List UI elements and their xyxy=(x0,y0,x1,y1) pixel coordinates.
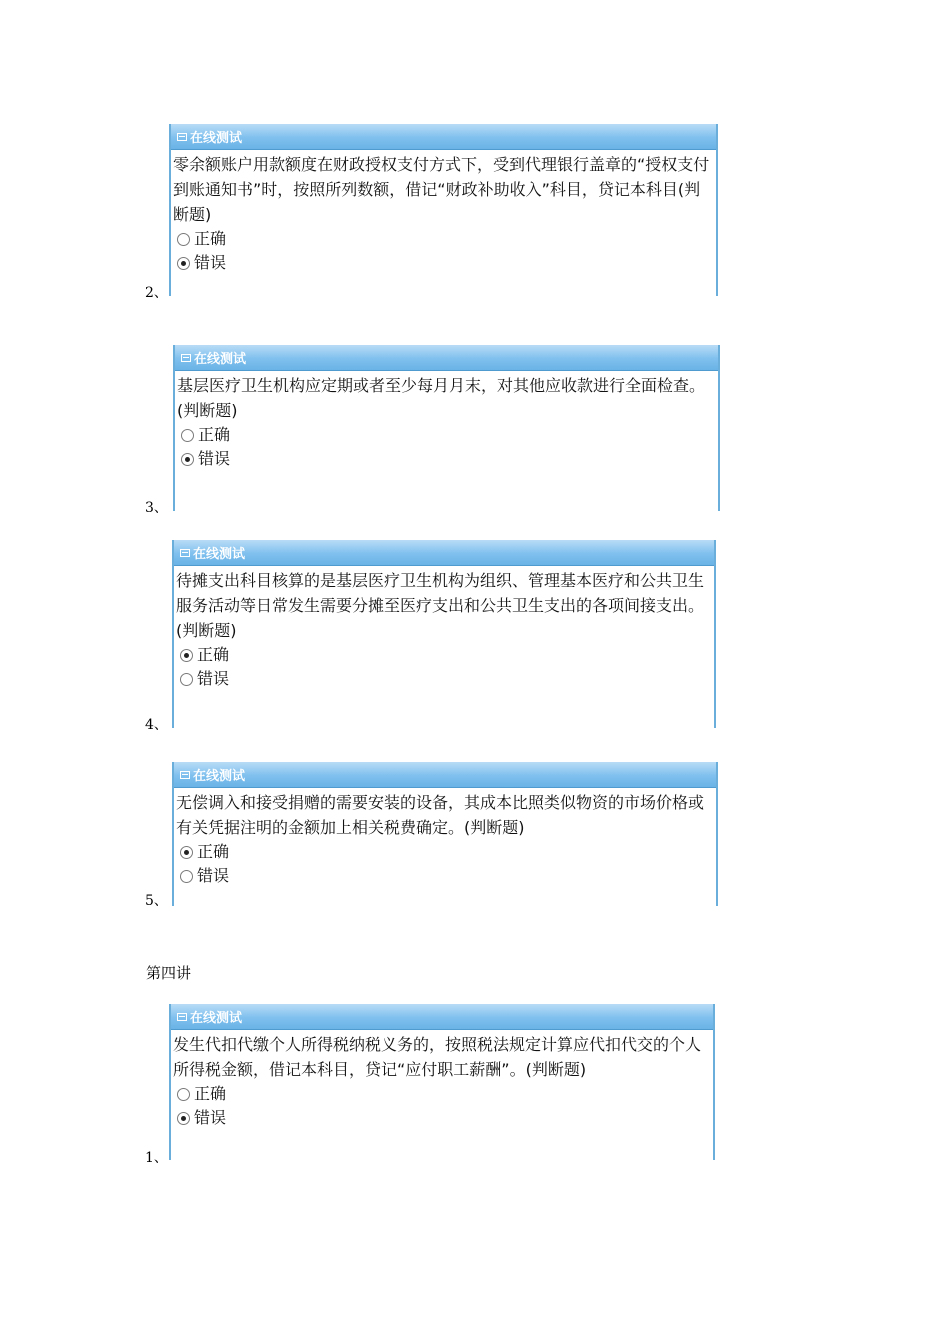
option-label: 错误 xyxy=(194,1108,227,1127)
option-false[interactable] xyxy=(174,864,716,888)
question-number: 5、 xyxy=(145,893,168,909)
panel-title: 在线测试 xyxy=(194,352,247,367)
question-text: 基层医疗卫生机构应定期或者至少每月月末，对其他应收款进行全面检查。(判断题) xyxy=(177,376,706,420)
option-label: 正确 xyxy=(194,229,227,248)
option-label: 正确 xyxy=(198,425,231,444)
panel-header xyxy=(174,762,716,788)
window-icon xyxy=(180,549,190,557)
option-label: 错误 xyxy=(197,866,230,885)
online-test-panel xyxy=(169,1004,715,1160)
option-label: 错误 xyxy=(197,669,230,688)
panel-header xyxy=(175,345,718,371)
radio-button-selected[interactable] xyxy=(181,453,194,466)
radio-button-selected[interactable] xyxy=(177,257,190,270)
option-label: 正确 xyxy=(197,645,230,664)
option-false[interactable] xyxy=(171,251,716,275)
panel-title: 在线测试 xyxy=(193,769,246,784)
section-heading: 第四讲 xyxy=(146,964,192,982)
option-false[interactable] xyxy=(171,1106,713,1130)
option-true[interactable] xyxy=(174,643,714,667)
radio-button-selected[interactable] xyxy=(180,846,193,859)
online-test-panel xyxy=(172,540,716,728)
radio-button-selected[interactable] xyxy=(177,1112,190,1125)
option-false[interactable] xyxy=(174,667,714,691)
online-test-panel xyxy=(169,124,718,296)
radio-button[interactable] xyxy=(180,870,193,883)
question-text: 发生代扣代缴个人所得税纳税义务的，按照税法规定计算应代扣代交的个人所得税金额，借记本科目，贷记“应付职工薪酬”。(判断题) xyxy=(173,1035,702,1079)
radio-button[interactable] xyxy=(180,673,193,686)
window-icon xyxy=(180,771,190,779)
question-number: 2、 xyxy=(145,285,168,301)
online-test-panel xyxy=(172,762,718,906)
window-icon xyxy=(181,354,191,362)
option-label: 正确 xyxy=(197,842,230,861)
panel-header xyxy=(171,1004,713,1030)
window-icon xyxy=(177,1013,187,1021)
window-icon xyxy=(177,133,187,141)
option-true[interactable] xyxy=(171,1082,713,1106)
option-false[interactable] xyxy=(175,447,718,471)
question-text: 待摊支出科目核算的是基层医疗卫生机构为组织、管理基本医疗和公共卫生服务活动等日常发生需要分摊至医疗支出和公共卫生支出的各项间接支出。(判断题) xyxy=(176,571,705,640)
panel-title: 在线测试 xyxy=(190,131,243,146)
option-label: 错误 xyxy=(194,253,227,272)
online-test-panel xyxy=(173,345,720,511)
panel-title: 在线测试 xyxy=(193,547,246,562)
radio-button[interactable] xyxy=(181,429,194,442)
option-label: 错误 xyxy=(198,449,231,468)
question-text: 无偿调入和接受捐赠的需要安装的设备，其成本比照类似物资的市场价格或有关凭据注明的金额加上相关税费确定。(判断题) xyxy=(176,793,705,837)
panel-title: 在线测试 xyxy=(190,1011,243,1026)
radio-button[interactable] xyxy=(177,1088,190,1101)
panel-header xyxy=(174,540,714,566)
radio-button[interactable] xyxy=(177,233,190,246)
option-label: 正确 xyxy=(194,1084,227,1103)
panel-header xyxy=(171,124,716,150)
question-number: 4、 xyxy=(145,717,168,733)
question-text: 零余额账户用款额度在财政授权支付方式下，受到代理银行盖章的“授权支付到账通知书”时，按照所列数额，借记“财政补助收入”科目，贷记本科目(判断题) xyxy=(173,155,710,224)
question-number: 3、 xyxy=(145,500,168,516)
radio-button-selected[interactable] xyxy=(180,649,193,662)
option-true[interactable] xyxy=(175,423,718,447)
option-true[interactable] xyxy=(174,840,716,864)
option-true[interactable] xyxy=(171,227,716,251)
question-number: 1、 xyxy=(145,1150,168,1166)
